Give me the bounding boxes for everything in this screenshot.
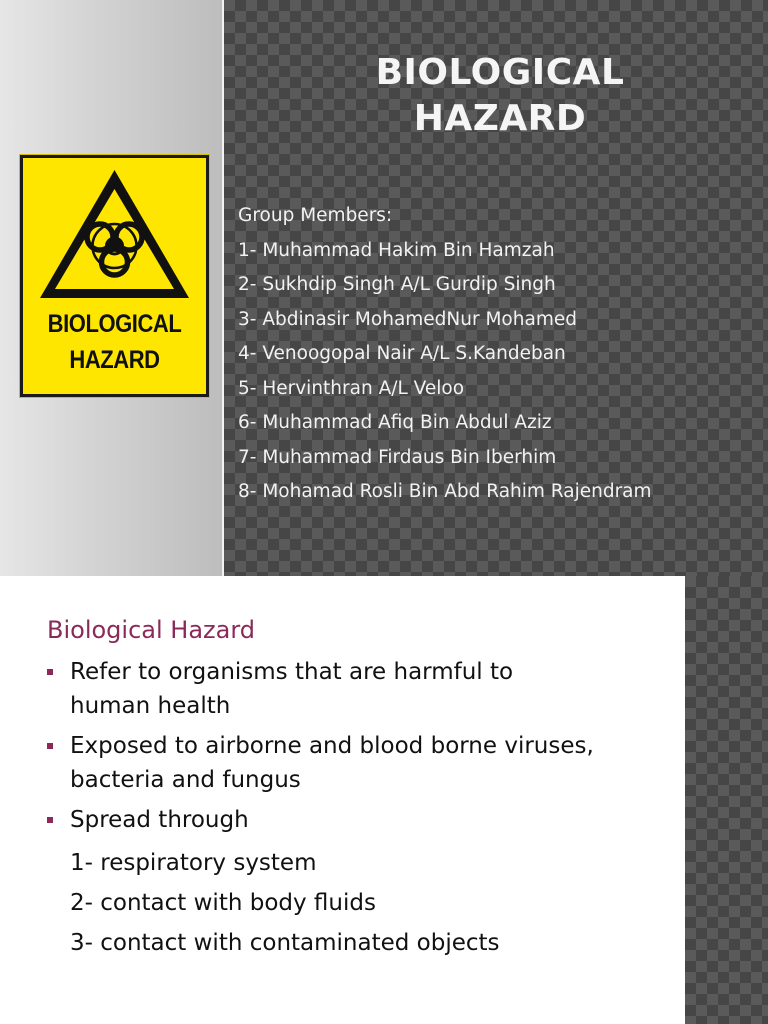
bullet-item [47,729,667,797]
member-item: 2- Sukhdip Singh A/L Gurdip Singh [238,274,556,295]
slide-heading: Biological Hazard [47,616,256,644]
content-slide [0,576,768,1024]
checker-strip [685,576,768,1024]
bullet-text: Exposed to airborne and blood borne viruses, [70,733,594,759]
member-item: 6- Muhammad Afiq Bin Abdul Aziz [238,412,552,433]
bullet-text: Spread through [70,807,249,833]
bullet-text: Refer to organisms that are harmful to [70,659,514,685]
title-line: BIOLOGICAL [375,52,625,93]
member-item: 4- Venoogopal Nair A/L S.Kandeban [238,343,566,364]
slide-title [300,50,700,142]
member-item: 5- Hervinthran A/L Veloo [238,377,465,399]
biohazard-sign [20,155,209,397]
member-item: 7- Muhammad Firdaus Bin Iberhim [238,446,557,468]
group-members-list [238,199,758,510]
bullet-item [47,655,667,723]
bullet-marker [47,669,53,675]
member-item: 3- Abdinasir MohamedNur Mohamed [238,308,577,330]
member-item: 1- Muhammad Hakim Bin Hamzah [238,239,555,261]
bullet-marker [47,817,53,823]
bullet-text: bacteria and fungus [70,767,301,793]
sign-text-line2: HAZARD [69,346,160,374]
bullet-text: human health [70,693,231,719]
member-item: 8- Mohamad Rosli Bin Abd Rahim Rajendram [238,481,652,502]
bullet-list [47,655,667,963]
members-heading: Group Members: [238,205,393,226]
sub-item: 2- contact with body fluids [70,890,376,916]
bullet-marker [47,743,53,749]
sub-item: 1- respiratory system [70,850,317,876]
sign-text-line1: BIOLOGICAL [47,310,182,338]
title-line: HAZARD [413,98,587,139]
sub-item: 3- contact with contaminated objects [70,930,500,956]
bullet-item [47,803,667,837]
